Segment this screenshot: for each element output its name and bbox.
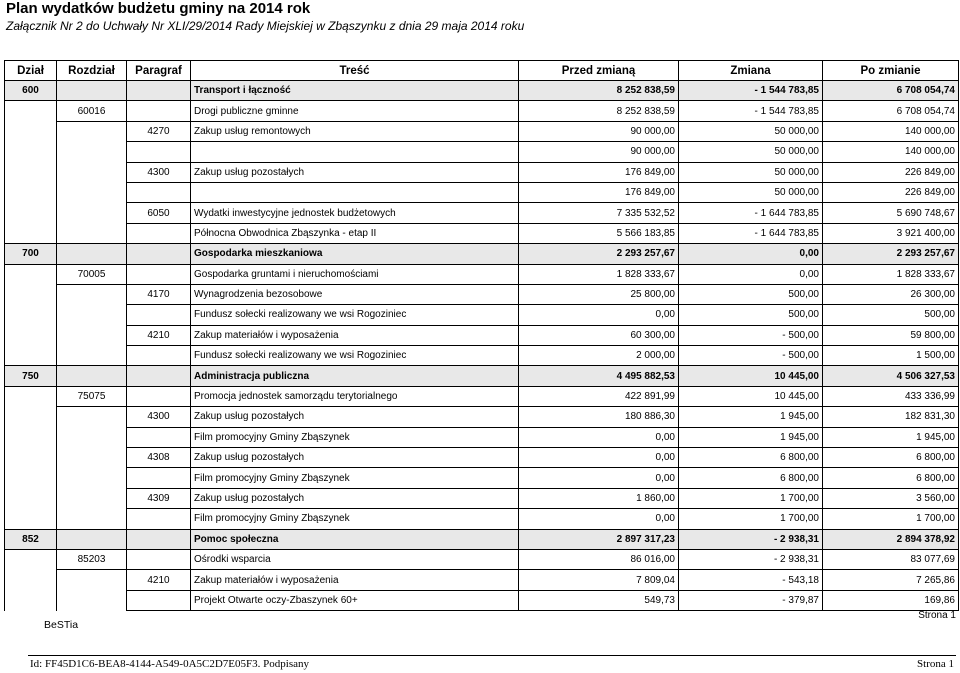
cell-dzial (5, 468, 57, 488)
cell-tresc: Zakup materiałów i wyposażenia (191, 325, 519, 345)
cell-tresc: Ośrodki wsparcia (191, 549, 519, 569)
bottom-page-number: Strona 1 (917, 658, 954, 670)
header-przed-zmiana: Przed zmianą (519, 61, 679, 81)
cell-zmiana: 0,00 (679, 264, 823, 284)
cell-po: 433 336,99 (823, 386, 959, 406)
cell-przed: 0,00 (519, 305, 679, 325)
cell-paragraf: 4270 (127, 121, 191, 141)
cell-przed: 1 828 333,67 (519, 264, 679, 284)
cell-rozdzial (57, 81, 127, 101)
cell-przed: 0,00 (519, 427, 679, 447)
cell-zmiana: - 1 544 783,85 (679, 101, 823, 121)
cell-przed: 90 000,00 (519, 142, 679, 162)
cell-po: 1 700,00 (823, 509, 959, 529)
table-row (5, 121, 959, 141)
cell-tresc: Promocja jednostek samorządu terytorialnego (191, 386, 519, 406)
cell-rozdzial (57, 529, 127, 549)
header-paragraf: Paragraf (127, 61, 191, 81)
cell-po: 2 293 257,67 (823, 244, 959, 264)
table-row (5, 325, 959, 345)
cell-przed: 60 300,00 (519, 325, 679, 345)
cell-paragraf (127, 366, 191, 386)
cell-rozdzial (57, 346, 127, 366)
cell-dzial (5, 325, 57, 345)
table-row (5, 244, 959, 264)
cell-rozdzial (57, 325, 127, 345)
cell-paragraf (127, 346, 191, 366)
cell-paragraf (127, 81, 191, 101)
cell-zmiana: 6 800,00 (679, 468, 823, 488)
cell-tresc: Fundusz sołecki realizowany we wsi Rogoziniec (191, 346, 519, 366)
cell-przed: 176 849,00 (519, 162, 679, 182)
table-row (5, 346, 959, 366)
cell-po: 3 921 400,00 (823, 223, 959, 243)
document-title: Plan wydatków budżetu gminy na 2014 rok (6, 0, 311, 17)
cell-rozdzial (57, 182, 127, 202)
cell-rozdzial: 70005 (57, 264, 127, 284)
cell-dzial (5, 448, 57, 468)
cell-paragraf (127, 509, 191, 529)
table-row (5, 407, 959, 427)
table-row (5, 427, 959, 447)
cell-paragraf (127, 305, 191, 325)
cell-dzial (5, 101, 57, 121)
cell-po: 140 000,00 (823, 142, 959, 162)
cell-paragraf (127, 142, 191, 162)
cell-zmiana: - 2 938,31 (679, 549, 823, 569)
cell-paragraf: 6050 (127, 203, 191, 223)
cell-rozdzial (57, 244, 127, 264)
cell-zmiana: 10 445,00 (679, 386, 823, 406)
cell-rozdzial (57, 366, 127, 386)
cell-zmiana: 50 000,00 (679, 142, 823, 162)
cell-przed: 176 849,00 (519, 182, 679, 202)
cell-rozdzial (57, 142, 127, 162)
table-row (5, 305, 959, 325)
cell-rozdzial: 60016 (57, 101, 127, 121)
cell-po: 83 077,69 (823, 549, 959, 569)
cell-przed: 90 000,00 (519, 121, 679, 141)
cell-tresc: Gospodarka mieszkaniowa (191, 244, 519, 264)
cell-paragraf (127, 529, 191, 549)
table-row (5, 223, 959, 243)
cell-tresc: Gospodarka gruntami i nieruchomościami (191, 264, 519, 284)
footer-author: BeSTia (44, 619, 79, 631)
cell-paragraf: 4210 (127, 325, 191, 345)
cell-zmiana: 10 445,00 (679, 366, 823, 386)
cell-tresc: Wydatki inwestycyjne jednostek budżetowych (191, 203, 519, 223)
cell-paragraf (127, 264, 191, 284)
table-row (5, 529, 959, 549)
cell-paragraf: 4300 (127, 407, 191, 427)
table-header-row (5, 61, 959, 81)
cell-paragraf: 4170 (127, 284, 191, 304)
cell-zmiana: 50 000,00 (679, 121, 823, 141)
cell-zmiana: 500,00 (679, 284, 823, 304)
table-row (5, 142, 959, 162)
cell-przed: 2 897 317,23 (519, 529, 679, 549)
table-row (5, 101, 959, 121)
cell-tresc: Północna Obwodnica Zbąszynka - etap II (191, 223, 519, 243)
cell-rozdzial: 85203 (57, 549, 127, 569)
cell-paragraf (127, 427, 191, 447)
cell-rozdzial (57, 284, 127, 304)
table-row (5, 468, 959, 488)
cell-rozdzial (57, 570, 127, 590)
cell-dzial (5, 549, 57, 569)
cell-rozdzial (57, 448, 127, 468)
cell-przed: 25 800,00 (519, 284, 679, 304)
cell-paragraf (127, 468, 191, 488)
cell-rozdzial (57, 468, 127, 488)
cell-przed: 8 252 838,59 (519, 101, 679, 121)
cell-zmiana: 1 945,00 (679, 407, 823, 427)
cell-przed: 4 495 882,53 (519, 366, 679, 386)
cell-po: 140 000,00 (823, 121, 959, 141)
cell-paragraf (127, 101, 191, 121)
cell-paragraf (127, 549, 191, 569)
cell-tresc: Zakup usług remontowych (191, 121, 519, 141)
cell-tresc: Film promocyjny Gminy Zbąszynek (191, 427, 519, 447)
cell-dzial (5, 509, 57, 529)
cell-po: 6 708 054,74 (823, 101, 959, 121)
cell-tresc: Drogi publiczne gminne (191, 101, 519, 121)
cell-paragraf (127, 244, 191, 264)
cell-rozdzial (57, 427, 127, 447)
cell-tresc: Wynagrodzenia bezosobowe (191, 284, 519, 304)
header-dzial: Dział (5, 61, 57, 81)
footer-divider (28, 655, 956, 656)
cell-dzial (5, 386, 57, 406)
cell-po: 59 800,00 (823, 325, 959, 345)
cell-zmiana: 50 000,00 (679, 182, 823, 202)
cell-przed: 0,00 (519, 468, 679, 488)
cell-zmiana: - 500,00 (679, 325, 823, 345)
cell-przed: 549,73 (519, 590, 679, 610)
cell-rozdzial (57, 305, 127, 325)
cell-rozdzial (57, 509, 127, 529)
cell-po: 26 300,00 (823, 284, 959, 304)
cell-dzial (5, 203, 57, 223)
cell-tresc: Zakup usług pozostałych (191, 488, 519, 508)
cell-dzial: 852 (5, 529, 57, 549)
table-row (5, 590, 959, 610)
cell-zmiana: - 500,00 (679, 346, 823, 366)
cell-tresc (191, 142, 519, 162)
table-row (5, 81, 959, 101)
cell-po: 1 945,00 (823, 427, 959, 447)
cell-przed: 5 566 183,85 (519, 223, 679, 243)
cell-rozdzial (57, 407, 127, 427)
cell-rozdzial: 75075 (57, 386, 127, 406)
cell-przed: 2 293 257,67 (519, 244, 679, 264)
cell-przed: 0,00 (519, 448, 679, 468)
header-rozdzial: Rozdział (57, 61, 127, 81)
cell-przed: 0,00 (519, 509, 679, 529)
cell-zmiana: 50 000,00 (679, 162, 823, 182)
table-row (5, 182, 959, 202)
cell-tresc (191, 182, 519, 202)
table-body (5, 81, 959, 611)
cell-dzial: 600 (5, 81, 57, 101)
cell-dzial (5, 284, 57, 304)
cell-zmiana: - 2 938,31 (679, 529, 823, 549)
cell-dzial (5, 142, 57, 162)
cell-dzial (5, 346, 57, 366)
table-row (5, 203, 959, 223)
table-row (5, 509, 959, 529)
cell-przed: 2 000,00 (519, 346, 679, 366)
cell-paragraf: 4308 (127, 448, 191, 468)
cell-zmiana: 1 700,00 (679, 509, 823, 529)
cell-zmiana: - 1 644 783,85 (679, 223, 823, 243)
header-zmiana: Zmiana (679, 61, 823, 81)
cell-tresc: Film promocyjny Gminy Zbąszynek (191, 509, 519, 529)
cell-rozdzial (57, 162, 127, 182)
table-row (5, 488, 959, 508)
header-po-zmianie: Po zmianie (823, 61, 959, 81)
cell-paragraf (127, 223, 191, 243)
cell-po: 3 560,00 (823, 488, 959, 508)
table-row (5, 386, 959, 406)
cell-po: 182 831,30 (823, 407, 959, 427)
document-subtitle: Załącznik Nr 2 do Uchwały Nr XLI/29/2014 Rady Miejskiej w Zbąszynku z dnia 29 maja 2014 roku (6, 19, 525, 33)
cell-tresc: Projekt Otwarte oczy-Zbaszynek 60+ (191, 590, 519, 610)
table-row (5, 162, 959, 182)
cell-zmiana: 0,00 (679, 244, 823, 264)
cell-dzial (5, 223, 57, 243)
cell-przed: 7 809,04 (519, 570, 679, 590)
cell-tresc: Zakup usług pozostałych (191, 407, 519, 427)
cell-paragraf: 4210 (127, 570, 191, 590)
cell-zmiana: 6 800,00 (679, 448, 823, 468)
table-row (5, 448, 959, 468)
cell-paragraf (127, 386, 191, 406)
cell-po: 2 894 378,92 (823, 529, 959, 549)
table-row (5, 549, 959, 569)
cell-rozdzial (57, 488, 127, 508)
cell-zmiana: - 379,87 (679, 590, 823, 610)
cell-przed: 7 335 532,52 (519, 203, 679, 223)
footer-page: Strona 1 (918, 610, 956, 621)
cell-po: 500,00 (823, 305, 959, 325)
cell-przed: 180 886,30 (519, 407, 679, 427)
cell-zmiana: - 543,18 (679, 570, 823, 590)
cell-tresc: Zakup usług pozostałych (191, 448, 519, 468)
cell-paragraf (127, 590, 191, 610)
header-tresc: Treść (191, 61, 519, 81)
table-row (5, 366, 959, 386)
cell-po: 1 500,00 (823, 346, 959, 366)
cell-po: 6 800,00 (823, 468, 959, 488)
cell-dzial (5, 427, 57, 447)
cell-przed: 8 252 838,59 (519, 81, 679, 101)
cell-dzial (5, 305, 57, 325)
table-row (5, 284, 959, 304)
cell-po: 1 828 333,67 (823, 264, 959, 284)
cell-przed: 422 891,99 (519, 386, 679, 406)
table-row (5, 570, 959, 590)
cell-dzial (5, 488, 57, 508)
cell-dzial (5, 590, 57, 610)
cell-dzial: 750 (5, 366, 57, 386)
cell-zmiana: - 1 644 783,85 (679, 203, 823, 223)
cell-paragraf (127, 182, 191, 202)
cell-zmiana: 1 945,00 (679, 427, 823, 447)
budget-table (4, 60, 959, 611)
table-row (5, 264, 959, 284)
cell-dzial: 700 (5, 244, 57, 264)
cell-po: 6 708 054,74 (823, 81, 959, 101)
cell-tresc: Zakup usług pozostałych (191, 162, 519, 182)
cell-tresc: Transport i łączność (191, 81, 519, 101)
cell-po: 7 265,86 (823, 570, 959, 590)
cell-dzial (5, 121, 57, 141)
cell-dzial (5, 162, 57, 182)
cell-tresc: Fundusz sołecki realizowany we wsi Rogoziniec (191, 305, 519, 325)
cell-rozdzial (57, 203, 127, 223)
cell-przed: 1 860,00 (519, 488, 679, 508)
cell-tresc: Zakup materiałów i wyposażenia (191, 570, 519, 590)
cell-po: 5 690 748,67 (823, 203, 959, 223)
cell-paragraf: 4309 (127, 488, 191, 508)
cell-dzial (5, 407, 57, 427)
cell-rozdzial (57, 121, 127, 141)
cell-tresc: Film promocyjny Gminy Zbąszynek (191, 468, 519, 488)
cell-przed: 86 016,00 (519, 549, 679, 569)
cell-paragraf: 4300 (127, 162, 191, 182)
cell-zmiana: - 1 544 783,85 (679, 81, 823, 101)
cell-dzial (5, 264, 57, 284)
cell-zmiana: 1 700,00 (679, 488, 823, 508)
cell-rozdzial (57, 223, 127, 243)
cell-tresc: Administracja publiczna (191, 366, 519, 386)
cell-po: 226 849,00 (823, 162, 959, 182)
cell-tresc: Pomoc społeczna (191, 529, 519, 549)
cell-dzial (5, 182, 57, 202)
cell-po: 4 506 327,53 (823, 366, 959, 386)
cell-zmiana: 500,00 (679, 305, 823, 325)
cell-po: 6 800,00 (823, 448, 959, 468)
cell-dzial (5, 570, 57, 590)
cell-rozdzial (57, 590, 127, 610)
cell-po: 226 849,00 (823, 182, 959, 202)
document-id-line: Id: FF45D1C6-BEA8-4144-A549-0A5C2D7E05F3. Podpisany (30, 658, 309, 670)
cell-po: 169,86 (823, 590, 959, 610)
